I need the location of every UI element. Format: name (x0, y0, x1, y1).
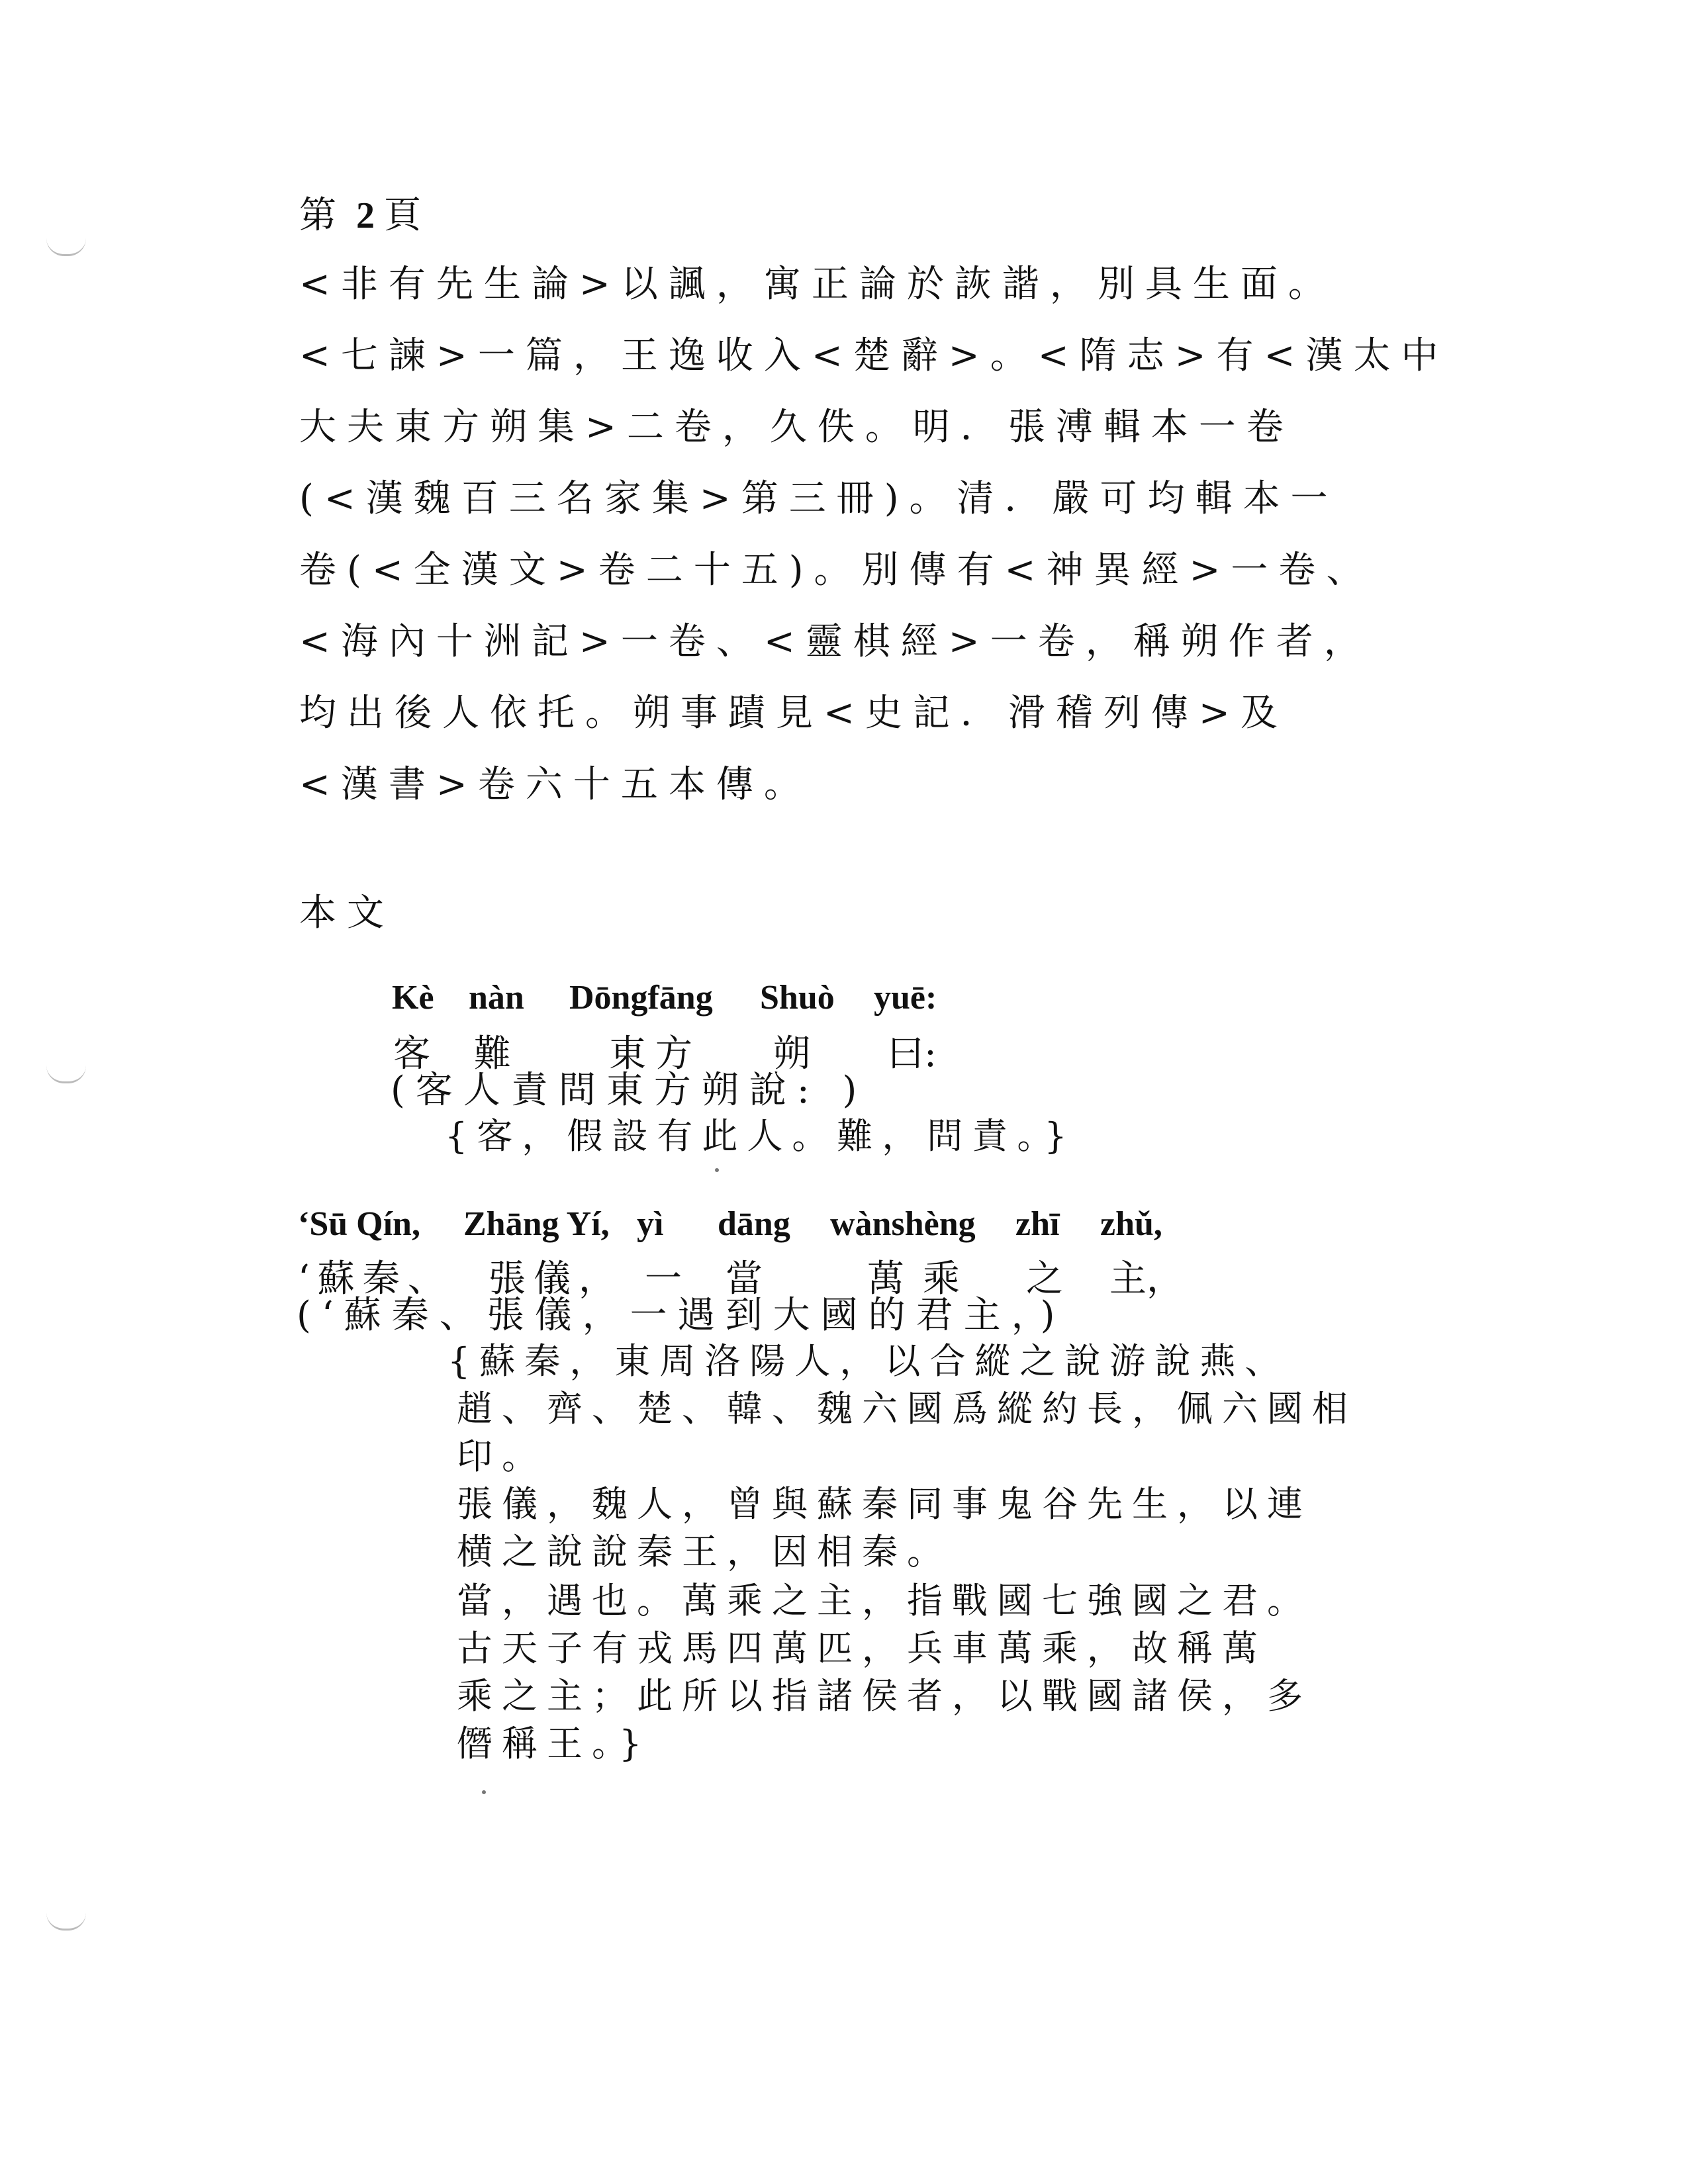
passage2-note-line: 印。 (457, 1435, 547, 1477)
chinese-word: 曰: (887, 1032, 937, 1075)
chinese-word: 之 (1026, 1257, 1063, 1300)
chinese-word: 客 (393, 1032, 430, 1075)
page-number: 2 (356, 195, 375, 236)
passage1-translation: (客人責問東方朔說: ) (391, 1069, 868, 1112)
chinese-word: 難 (474, 1032, 511, 1075)
pinyin-word: Shuò (760, 979, 835, 1017)
intro-line: 大夫東方朔集>二卷，久佚。明．張溥輯本一卷 (299, 406, 1294, 449)
pinyin-word: zhī (1015, 1205, 1060, 1243)
binder-hole-mark (46, 1066, 86, 1083)
binder-hole-mark (46, 238, 86, 256)
page-header (299, 194, 432, 237)
pinyin-word: Kè (392, 979, 434, 1017)
passage2-note-line: 張儀，魏人，曾與蘇秦同事鬼谷先生，以連 (457, 1483, 1312, 1525)
chinese-word: 張儀， (489, 1257, 624, 1300)
passage2-note-line: {蘇秦，東周洛陽人，以合縱之說游說燕、 (447, 1340, 1290, 1382)
pinyin-word: yuē: (874, 979, 937, 1017)
chinese-word: 萬乘 (867, 1257, 978, 1300)
pinyin-word: yì (637, 1205, 664, 1243)
section-heading: 本文 (299, 891, 395, 934)
passage2-note-line: 趙、齊、楚、韓、魏六國爲縱約長，佩六國相 (457, 1388, 1357, 1430)
scan-speck (482, 1790, 486, 1794)
chinese-word: 東方 (609, 1032, 702, 1075)
chinese-word: ‘蘇秦、 (298, 1257, 453, 1300)
pinyin-word: nàn (469, 979, 524, 1017)
pinyin-word: Zhāng Yí, (463, 1205, 610, 1243)
passage2-translation: (‘蘇秦、張儀，一遇到大國的君主，) (297, 1294, 1066, 1337)
intro-line: (<漢魏百三名家集>第三冊)。清．嚴可均輯本一 (299, 477, 1338, 520)
intro-line: <海內十洲記>一卷、<靈棋經>一卷，稱朔作者， (299, 620, 1372, 663)
passage2-note-line: 横之說說秦王，因相秦。 (457, 1531, 952, 1572)
passage2-note-line: 古天子有戎馬四萬匹，兵車萬乘，故稱萬 (457, 1627, 1267, 1669)
pinyin-word: wànshèng (830, 1205, 976, 1243)
passage1-note: {客，假設有此人。難，問責。} (445, 1115, 1076, 1157)
passage2-note-line: 乘之主；此所以指諸侯者，以戰國諸侯，多 (457, 1675, 1312, 1717)
pinyin-word: ‘Sū Qín, (298, 1205, 420, 1243)
intro-line: <七諫>一篇，王逸收入<楚辭>。<隋志>有<漢太中 (299, 334, 1449, 377)
intro-line: 卷(<全漢文>卷二十五)。別傳有<神異經>一卷、 (299, 549, 1374, 592)
pinyin-word: Dōngfāng (569, 979, 713, 1017)
page-header-suffix: 頁 (384, 194, 432, 237)
passage2-note-line: 僭稱王。} (457, 1723, 651, 1764)
intro-line: <非有先生論>以諷，寓正論於詼諧，別具生面。 (299, 263, 1336, 306)
intro-line: 均出後人依托。朔事蹟見<史記．滑稽列傳>及 (299, 692, 1288, 735)
pinyin-word: zhǔ, (1100, 1205, 1162, 1243)
scan-speck (715, 1168, 719, 1172)
chinese-word: 當 (726, 1257, 763, 1300)
chinese-word: 朔 (773, 1032, 810, 1075)
binder-hole-mark (46, 1913, 86, 1931)
chinese-word: 一 (645, 1257, 682, 1300)
pinyin-word: dāng (718, 1205, 790, 1243)
intro-line: <漢書>卷六十五本傳。 (299, 763, 812, 806)
passage2-note-line: 當，遇也。萬乘之主，指戰國七強國之君。 (457, 1580, 1312, 1621)
page-header-prefix: 第 (299, 194, 347, 237)
chinese-word: 主， (1109, 1257, 1184, 1300)
